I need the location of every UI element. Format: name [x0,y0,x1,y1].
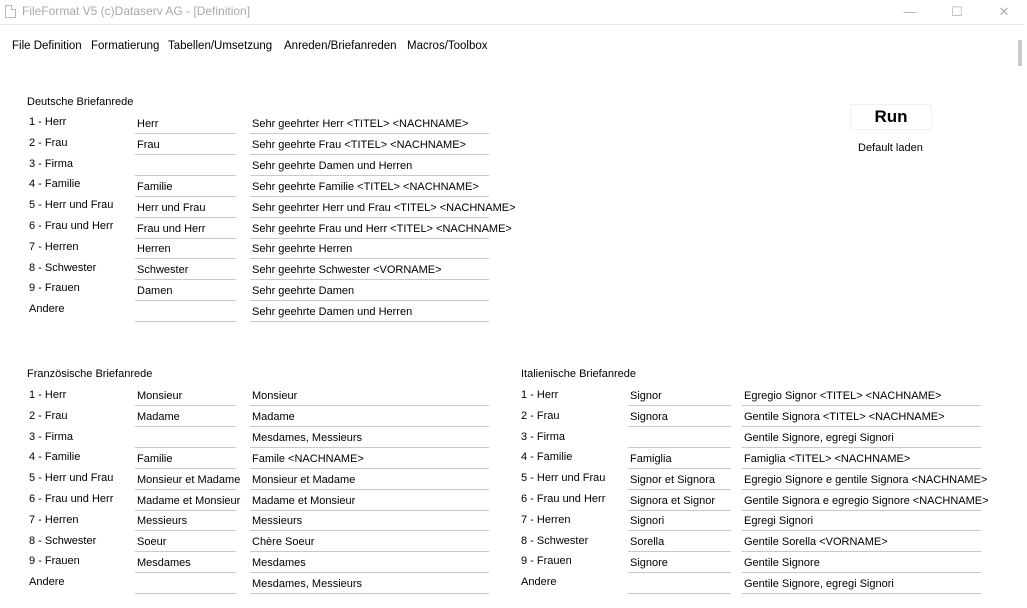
row-label-italienisch-10: Andere [521,576,557,588]
row-label-italienisch-5: 5 - Herr und Frau [521,472,606,484]
anrede-field-deutsch-1[interactable]: Herr [135,114,236,134]
row-label-franzoesisch-5: 5 - Herr und Frau [29,472,114,484]
briefanrede-field-franzoesisch-7[interactable]: Messieurs [250,511,489,531]
briefanrede-field-deutsch-9[interactable]: Sehr geehrte Damen [250,281,489,301]
anrede-field-franzoesisch-7[interactable]: Messieurs [135,511,236,531]
row-label-deutsch-10: Andere [29,303,65,315]
row-label-deutsch-5: 5 - Herr und Frau [29,199,114,211]
anrede-field-franzoesisch-9[interactable]: Mesdames [135,553,236,573]
anrede-field-franzoesisch-3[interactable] [135,428,236,448]
briefanrede-field-deutsch-5[interactable]: Sehr geehrter Herr und Frau <TITEL> <NACHNAME> [250,198,489,218]
row-label-deutsch-8: 8 - Schwester [29,262,97,274]
anrede-field-deutsch-6[interactable]: Frau und Herr [135,219,236,239]
briefanrede-field-italienisch-9[interactable]: Gentile Signore [742,553,981,573]
briefanrede-field-italienisch-7[interactable]: Egregi Signori [742,511,981,531]
row-label-deutsch-4: 4 - Familie [29,178,81,190]
row-label-franzoesisch-10: Andere [29,576,65,588]
briefanrede-field-deutsch-8[interactable]: Sehr geehrte Schwester <VORNAME> [250,260,489,280]
row-label-italienisch-8: 8 - Schwester [521,535,589,547]
briefanrede-field-franzoesisch-3[interactable]: Mesdames, Messieurs [250,428,489,448]
row-label-italienisch-4: 4 - Familie [521,451,573,463]
scrollbar[interactable] [1018,40,1022,66]
briefanrede-field-franzoesisch-1[interactable]: Monsieur [250,386,489,406]
anrede-field-franzoesisch-2[interactable]: Madame [135,407,236,427]
anrede-field-italienisch-3[interactable] [628,428,731,448]
row-label-italienisch-7: 7 - Herren [521,514,571,526]
briefanrede-field-italienisch-6[interactable]: Gentile Signora e egregio Signore <NACHNAME> [742,491,981,511]
anrede-field-deutsch-2[interactable]: Frau [135,135,236,155]
row-label-italienisch-2: 2 - Frau [521,410,560,422]
briefanrede-field-deutsch-10[interactable]: Sehr geehrte Damen und Herren [250,302,489,322]
row-label-franzoesisch-2: 2 - Frau [29,410,68,422]
anrede-field-italienisch-7[interactable]: Signori [628,511,731,531]
briefanrede-field-deutsch-2[interactable]: Sehr geehrte Frau <TITEL> <NACHNAME> [250,135,489,155]
title-bar [0,0,1024,25]
tab-file-definition[interactable]: File Definition [12,40,82,52]
briefanrede-field-italienisch-3[interactable]: Gentile Signore, egregi Signori [742,428,981,448]
briefanrede-field-franzoesisch-8[interactable]: Chère Soeur [250,532,489,552]
row-label-italienisch-1: 1 - Herr [521,389,559,401]
tab-tabellen-umsetzung[interactable]: Tabellen/Umsetzung [168,40,273,52]
briefanrede-field-franzoesisch-10[interactable]: Mesdames, Messieurs [250,574,489,594]
row-label-italienisch-6: 6 - Frau und Herr [521,493,606,505]
anrede-field-franzoesisch-10[interactable] [135,574,236,594]
briefanrede-field-italienisch-1[interactable]: Egregio Signor <TITEL> <NACHNAME> [742,386,981,406]
briefanrede-field-italienisch-8[interactable]: Gentile Sorella <VORNAME> [742,532,981,552]
maximize-button[interactable]: ☐ [951,4,963,19]
anrede-field-italienisch-4[interactable]: Famiglia [628,449,731,469]
tab-macros-toolbox[interactable]: Macros/Toolbox [407,40,488,52]
row-label-franzoesisch-9: 9 - Frauen [29,555,80,567]
row-label-deutsch-7: 7 - Herren [29,241,79,253]
minimize-button[interactable]: — [903,4,917,19]
anrede-field-italienisch-8[interactable]: Sorella [628,532,731,552]
row-label-deutsch-1: 1 - Herr [29,116,67,128]
briefanrede-field-deutsch-1[interactable]: Sehr geehrter Herr <TITEL> <NACHNAME> [250,114,489,134]
anrede-field-deutsch-7[interactable]: Herren [135,239,236,259]
row-label-franzoesisch-8: 8 - Schwester [29,535,97,547]
anrede-field-deutsch-5[interactable]: Herr und Frau [135,198,236,218]
anrede-field-italienisch-10[interactable] [628,574,731,594]
anrede-field-franzoesisch-6[interactable]: Madame et Monsieur [135,491,236,511]
close-button[interactable]: ✕ [998,4,1010,19]
briefanrede-field-franzoesisch-6[interactable]: Madame et Monsieur [250,491,489,511]
briefanrede-field-italienisch-5[interactable]: Egregio Signore e gentile Signora <NACHNAME> [742,470,981,490]
briefanrede-field-deutsch-4[interactable]: Sehr geehrte Familie <TITEL> <NACHNAME> [250,177,489,197]
briefanrede-field-italienisch-2[interactable]: Gentile Signora <TITEL> <NACHNAME> [742,407,981,427]
group-title-italienisch: Italienische Briefanrede [521,368,636,380]
briefanrede-field-franzoesisch-9[interactable]: Mesdames [250,553,489,573]
anrede-field-deutsch-8[interactable]: Schwester [135,260,236,280]
row-label-franzoesisch-1: 1 - Herr [29,389,67,401]
document-icon [5,5,16,18]
row-label-franzoesisch-7: 7 - Herren [29,514,79,526]
briefanrede-field-italienisch-4[interactable]: Famiglia <TITEL> <NACHNAME> [742,449,981,469]
anrede-field-italienisch-5[interactable]: Signor et Signora [628,470,731,490]
row-label-italienisch-9: 9 - Frauen [521,555,572,567]
group-title-franzoesisch: Französische Briefanrede [27,368,153,380]
anrede-field-franzoesisch-8[interactable]: Soeur [135,532,236,552]
anrede-field-deutsch-9[interactable]: Damen [135,281,236,301]
anrede-field-franzoesisch-1[interactable]: Monsieur [135,386,236,406]
group-title-deutsch: Deutsche Briefanrede [27,96,134,108]
briefanrede-field-italienisch-10[interactable]: Gentile Signore, egregi Signori [742,574,981,594]
row-label-deutsch-2: 2 - Frau [29,137,68,149]
anrede-field-franzoesisch-4[interactable]: Familie [135,449,236,469]
anrede-field-italienisch-1[interactable]: Signor [628,386,731,406]
anrede-field-franzoesisch-5[interactable]: Monsieur et Madame [135,470,236,490]
row-label-deutsch-6: 6 - Frau und Herr [29,220,114,232]
briefanrede-field-deutsch-6[interactable]: Sehr geehrte Frau und Herr <TITEL> <NACHNAME> [250,219,489,239]
briefanrede-field-franzoesisch-5[interactable]: Monsieur et Madame [250,470,489,490]
anrede-field-deutsch-10[interactable] [135,302,236,322]
anrede-field-italienisch-9[interactable]: Signore [628,553,731,573]
row-label-franzoesisch-6: 6 - Frau und Herr [29,493,114,505]
briefanrede-field-franzoesisch-4[interactable]: Famile <NACHNAME> [250,449,489,469]
row-label-italienisch-3: 3 - Firma [521,431,565,443]
tab-formatierung[interactable]: Formatierung [91,40,160,52]
window-title: FileFormat V5 (c)Dataserv AG - [Definition] [22,4,251,18]
briefanrede-field-franzoesisch-2[interactable]: Madame [250,407,489,427]
default-laden-button[interactable]: Default laden [858,142,923,154]
row-label-deutsch-9: 9 - Frauen [29,282,80,294]
anrede-field-deutsch-4[interactable]: Familie [135,177,236,197]
row-label-franzoesisch-3: 3 - Firma [29,431,73,443]
briefanrede-field-deutsch-7[interactable]: Sehr geehrte Herren [250,239,489,259]
run-button[interactable]: Run [850,104,932,130]
anrede-field-italienisch-6[interactable]: Signora et Signor [628,491,731,511]
briefanrede-field-deutsch-3[interactable]: Sehr geehrte Damen und Herren [250,156,489,176]
tab-anreden-briefanreden[interactable]: Anreden/Briefanreden [284,40,397,52]
row-label-franzoesisch-4: 4 - Familie [29,451,81,463]
anrede-field-deutsch-3[interactable] [135,156,236,176]
row-label-deutsch-3: 3 - Firma [29,158,73,170]
anrede-field-italienisch-2[interactable]: Signora [628,407,731,427]
